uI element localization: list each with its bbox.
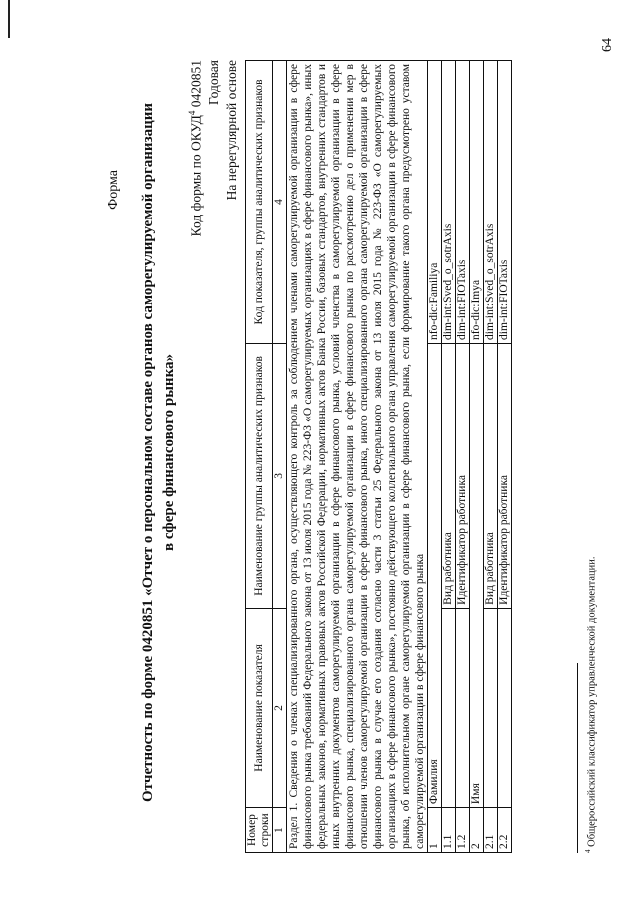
table-row <box>498 61 512 853</box>
row-name <box>484 608 498 807</box>
row-number: 1.1 <box>442 808 456 853</box>
row-group: Вид работника <box>442 343 456 608</box>
report-basis: На нерегулярной основе <box>224 60 239 201</box>
row-number: 1.2 <box>456 808 470 853</box>
table-row <box>484 61 498 853</box>
page-number: 64 <box>600 38 615 52</box>
table-row <box>428 61 442 853</box>
title-line-1: Отчетность по форме 0420851 «Отчет о персональном составе органов саморегулируемой организации <box>140 102 156 803</box>
row-number: 2.1 <box>484 808 498 853</box>
row-number: 1 <box>428 808 442 853</box>
header-indicator-name: Наименование показателя <box>246 608 273 807</box>
column-number: 2 <box>273 608 287 807</box>
row-group: Идентификатор работника <box>498 343 512 608</box>
footnote <box>584 557 598 854</box>
form-label: Форма <box>106 170 121 210</box>
row-group: Вид работника <box>484 343 498 608</box>
footnote-text: Общероссийский классификатор управленческой документации. <box>586 556 598 850</box>
okud-footnote-mark: 4 <box>187 110 197 116</box>
row-number: 2 <box>470 808 484 853</box>
row-code: dim-int:Sved_o_sotrAxis <box>442 61 456 344</box>
header-group-name: Наименование группы аналитических признаков <box>246 343 273 608</box>
row-name <box>456 608 470 807</box>
okud-code-line <box>187 60 205 236</box>
table-row <box>470 61 484 853</box>
title-line-2: в сфере финансового рынка» <box>161 354 177 551</box>
column-number: 3 <box>273 343 287 608</box>
report-table <box>245 60 512 853</box>
row-code: dim-int:Sved_o_sotrAxis <box>484 61 498 344</box>
report-period: Годовая <box>206 60 221 105</box>
row-name: Фамилия <box>428 343 442 807</box>
row-name: Имя <box>470 343 484 807</box>
okud-code-label: Код формы по ОКУД <box>188 115 204 237</box>
row-name <box>498 608 512 807</box>
row-code: nfo-dic:Familiya <box>428 61 442 344</box>
table-row <box>456 61 470 853</box>
table-row <box>442 61 456 853</box>
footnote-divider <box>577 663 578 853</box>
footnote-mark: 4 <box>584 849 592 853</box>
okud-code-value: 0420851 <box>188 60 204 111</box>
row-code: dim-int:FIOTaxis <box>456 61 470 344</box>
row-group: Идентификатор работника <box>456 343 470 608</box>
column-number: 1 <box>273 808 287 853</box>
column-number: 4 <box>273 61 287 344</box>
page-title <box>138 60 180 845</box>
header-row-number: Номер строки <box>246 808 273 853</box>
column-number-row <box>273 61 287 853</box>
table-header-row <box>246 61 273 853</box>
row-name <box>442 608 456 807</box>
row-number: 2.2 <box>498 808 512 853</box>
row-code: nfo-dic:Imya <box>470 61 484 344</box>
section-text: Сведения о членах специализированного органа, осуществляющего контроль за соблюдением членами саморегулируемой организации в сфере финансового рынка требований Федерального закона от 13 июля 2015 года № 223-ФЗ «О саморегулируемых организациях в сфере финансового рынка», иных федеральных законов, нормативных правовых актов Российской Федерации, нормативных актов Банка России, базовых стандартов, внутренних стандартов и иных внутренних документов саморегулируемой организации в сфере финансового рынка, условий членства в саморегулируемой организации в сфере финансового рынка, специализированного органа саморегулируемой организации в сфере финансового рынка по рассмотрению дел о применении мер в отношении членов саморегулируемой организации в сфере финансового рынка, иного специализированного органа саморегулируемой организации в сфере финансового рынка в случае его создания согласно части 3 статьи 25 Федерального закона от 13 июля 2015 года № 223-ФЗ «О саморегулируемых организациях в сфере финансового рынка», постоянно действующего коллегиального органа управления саморегулируемой организации в сфере финансового рынка, об исполнительном органе саморегулируемой организации в сфере финансового рынка, если формирование такого органа предусмотрено уставом саморегулируемой организации в сфере финансового рынка <box>288 64 426 849</box>
section-cell <box>287 61 428 853</box>
section-lead: Раздел 1. <box>288 797 300 849</box>
section-row <box>287 61 428 853</box>
row-code: dim-int:FIOTaxis <box>498 61 512 344</box>
header-code: Код показателя, группы аналитических признаков <box>246 61 273 344</box>
